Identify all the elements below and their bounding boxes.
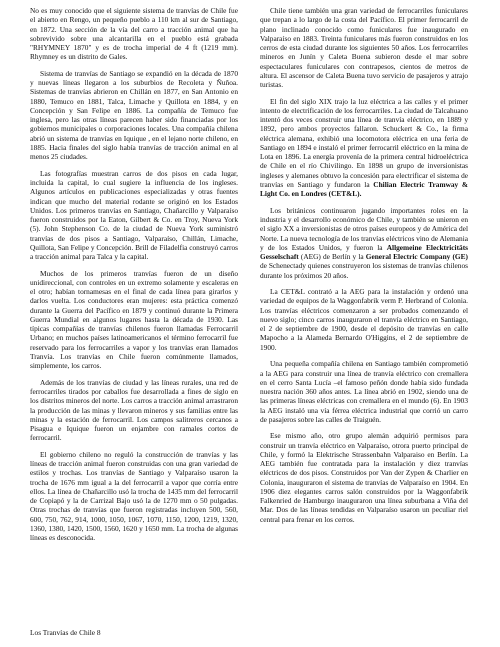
paragraph: Chile tiene también una gran variedad de ferrocarriles funiculares que trepan a lo largo de la costa del Pacífico. El primer ferrocarril de plano inclinado conocido como funiculares fue inaugurado en Valparaíso en 1883. Treinta funiculares más fueron construidos en los cerros de esta ciudad durante los siguientes 50 años. Los ferrocarriles mineros en Junín y Caleta Buena subieron desde el mar sobre espectaculares funiculares con contrapesos, cientos de metros de altura. El ascensor de Caleta Buena tuvo servicio de pasajeros y atrajo turistas. (260, 6, 468, 89)
company-name-bold: Chilian Electric Tramway & Light Co. en Londres (CET&L). (260, 179, 468, 199)
paragraph-text: Los británicos continuaron jugando importantes roles en la industria y el desarrollo económico de Chile, y también se unieron en el siglo XX a inversionistas de otros países europeos y de América del Norte. La nueva tecnología de los tranvías eléctricos vino de Alemania y de los Estados Unidos, y fueron la (260, 205, 468, 252)
paragraph: Sistema de tranvías de Santiago se expandió en la década de 1870 y nuevas líneas llegaron a los suburbios de Recoleta y Ñuñoa. Sistemas de tranvías abrieron en Chillán en 1877, en San Antonio en 1880, Temuco en 1881, Talca, Limache y Quillota en 1884, y en Concepción y San Felipe en 1886. La compañía de Temuco fue inglesa, pero las otras líneas parecen haber sido financiadas por los gobiernos municipales o corporaciones locales. Una compañía chilena abrió un sistema de tranvías en Iquique , en el lejano norte chileno, en 1885. Hacia finales del siglo había tranvías de tracción animal en al menos 25 ciudades. (30, 68, 238, 162)
right-column (260, 6, 468, 531)
paragraph: Las fotografías muestran carros de dos pisos en cada lugar, incluida la capital, lo cual sugiere la influencia de los ingleses. Algunos artículos en publicaciones especializadas y otras fuentes indican que mucho del material rodante se originó en los Estados Unidos. Los primeros tranvías en Santiago, Chañarcillo y Valparaíso fueron construidos por la Eaton, Gilbert & Co. en Troy, Nueva York (5). John Stephenson Co. de la ciudad de Nueva York suministró tranvías de dos pisos a Santiago, Valparaíso, Chillán, Limache, Quillota, San Felipe y Concepción. Brill de Filadelfia construyó carros a tracción animal para Talca y la capital. (30, 168, 238, 262)
paragraph (260, 97, 468, 199)
paragraph (260, 206, 468, 280)
company-name-bold: Allgemeine Elecktricitäts Gesselschaft (260, 242, 469, 262)
paragraph: Además de los tranvías de ciudad y las líneas rurales, una red de ferrocarriles tirados por caballos fue desarrollada a fines de siglo en los distritos mineros del norte. Los carros a tracción animal arrastraron la producción de las minas y llevaron mineros y sus familias entre las minas y la estación de ferrocarril. Los campos salitreros cercanos a Pisagua e Iquique fueron un enjambre con ramales cortos de ferrocarril. (30, 377, 238, 443)
paragraph-text: de Schenectady quienes construyeron los sistemas de tranvías chilenos durante los próximos 20 años. (260, 261, 468, 280)
paragraph: El gobierno chileno no reguló la construcción de tranvías y las líneas de tracción animal fueron construidas con una gran variedad de estilos y trochas. Los tranvías de Santiago y Valparaíso usaron la trocha de 1676 mm igual a la del ferrocarril a vapor que corría entre ellos. La línea de Chañarcillo usó la trocha de 1435 mm del ferrocarril de Copiapó y la de Carrizal Bajo usó la de 1270 mm o 50 pulgadas. Otras trochas de tranvías que fueron registradas incluyen 500, 560, 600, 750, 762, 914, 1000, 1050, 1067, 1070, 1150, 1200, 1219, 1320, 1360, 1380, 1420, 1500, 1560, 1620 y 1650 mm. La trocha de algunas líneas es desconocida. (30, 449, 238, 543)
paragraph: No es muy conocido que el siguiente sistema de tranvías de Chile fue el abierto en Rengo, un pequeño pueblo a 110 km al sur de Santiago, en 1872. Una sección de la vía del carro a tracción animal que ha sobrevivido sobre una alcantarilla en el pueblo está grabada "RHYMNEY 1870" y es de trocha imperial de 4 ft (1219 mm). Rhymney es un distrito de Gales. (30, 6, 238, 62)
paragraph: Ese mismo año, otro grupo alemán adquirió permisos para construir un tranvía eléctrico en Valparaíso, otrora puerto principal de Chile, y formó la Elektrische Strassenbahn Valparaiso en Berlín. La AEG también fue contratada para la instalación y diez tranvías eléctricos de dos pisos. Construidos por Van der Zypen & Charlier en Colonia, inauguraron el sistema de tranvías de Valparaíso en 1904. En 1906 diez elegantes carros salón construidos por la Waggonfabrik Falkenried de Hamburgo inauguraron una línea suburbana a Viña del Mar. Dos de las líneas tendidas en Valparaíso usaron un peculiar riel central para frenar en los cerros. (260, 431, 468, 524)
paragraph-text: El fin del siglo XIX trajo la luz eléctrica a las calles y el primer intento de electrificación de los ferrocarriles. La ciudad de Talcahuano intentó dos veces construir una línea de tranvía eléctrico, en 1889 y 1892, pero ambos proyectos fallaron. Schuckert & Co., la firma eléctrica alemana, exhibió una locomotora eléctrica en una feria de Santiago en 1894 e instaló el primer ferrocarril eléctrico en la mina de Lota en 1896. La energía provenía de la primera central hidroeléctrica de Chile en el río Chivilingo. En 1898 un grupo de inversionistas ingleses y alemanes obtuvo la concesión para electrificar el sistema de tranvías en Santiago y fundaron la (260, 96, 468, 189)
page-footer: Los Tranvías de Chile 8 (30, 628, 101, 637)
left-column (30, 6, 238, 550)
paragraph-text: (AEG) de Berlín y la (300, 252, 364, 262)
paragraph: Una pequeña compañía chilena en Santiago también comprometió a la AEG para construir una línea de tranvía eléctrico con cremallera en el cerro Santa Lucía –el famoso peñón donde había sido fundada nuestra nación 360 años antes. La línea abrió en 1902, siendo una de las primeras líneas eléctricas con cremallera en el mundo (6). En 1903 la AEG instaló una vía férrea eléctrica industrial que corrió un carro de pasajeros sobre las calles de Traiguén. (260, 359, 468, 424)
paragraph: Muchos de los primeros tranvías fueron de un diseño unidireccional, con controles en un extremo solamente y escaleras en el otro; habían tornamesas en el final de cada línea para girarlos y darlos vuelta. Los conductores eran mujeres: esta práctica comenzó durante la Guerra del Pacífico en 1879 y continuó durante la Primera Guerra Mundial en algunos lugares hasta la década de 1930. Las típicas compañías de tranvías chilenos fueron llamadas Ferrocarril Urbano; en muchos países latinoamericanos el término ferrocarril fue reservado para los ferrocarriles a vapor y los tranvías eran llamados Tranvía. Los tranvías en Chile fueron comúnmente llamados, simplemente, los carros. (30, 268, 238, 371)
company-name-bold: General Electric Company (GE) (365, 252, 468, 262)
paragraph: La CET&L contrató a la AEG para la instalación y ordenó una variedad de equipos de la Waggonfabrik verm P. Herbrand of Colonia. Los tranvías eléctricos comenzaron a ser probados comenzando el nuevo siglo; cinco carros inauguraron el tranvía eléctrico en Santiago, el 2 de septiembre de 1900, desde el depósito de tranvías en calle Mapocho a la Alameda Bernardo O'Higgins, el 2 de septiembre de 1900. (260, 287, 468, 352)
